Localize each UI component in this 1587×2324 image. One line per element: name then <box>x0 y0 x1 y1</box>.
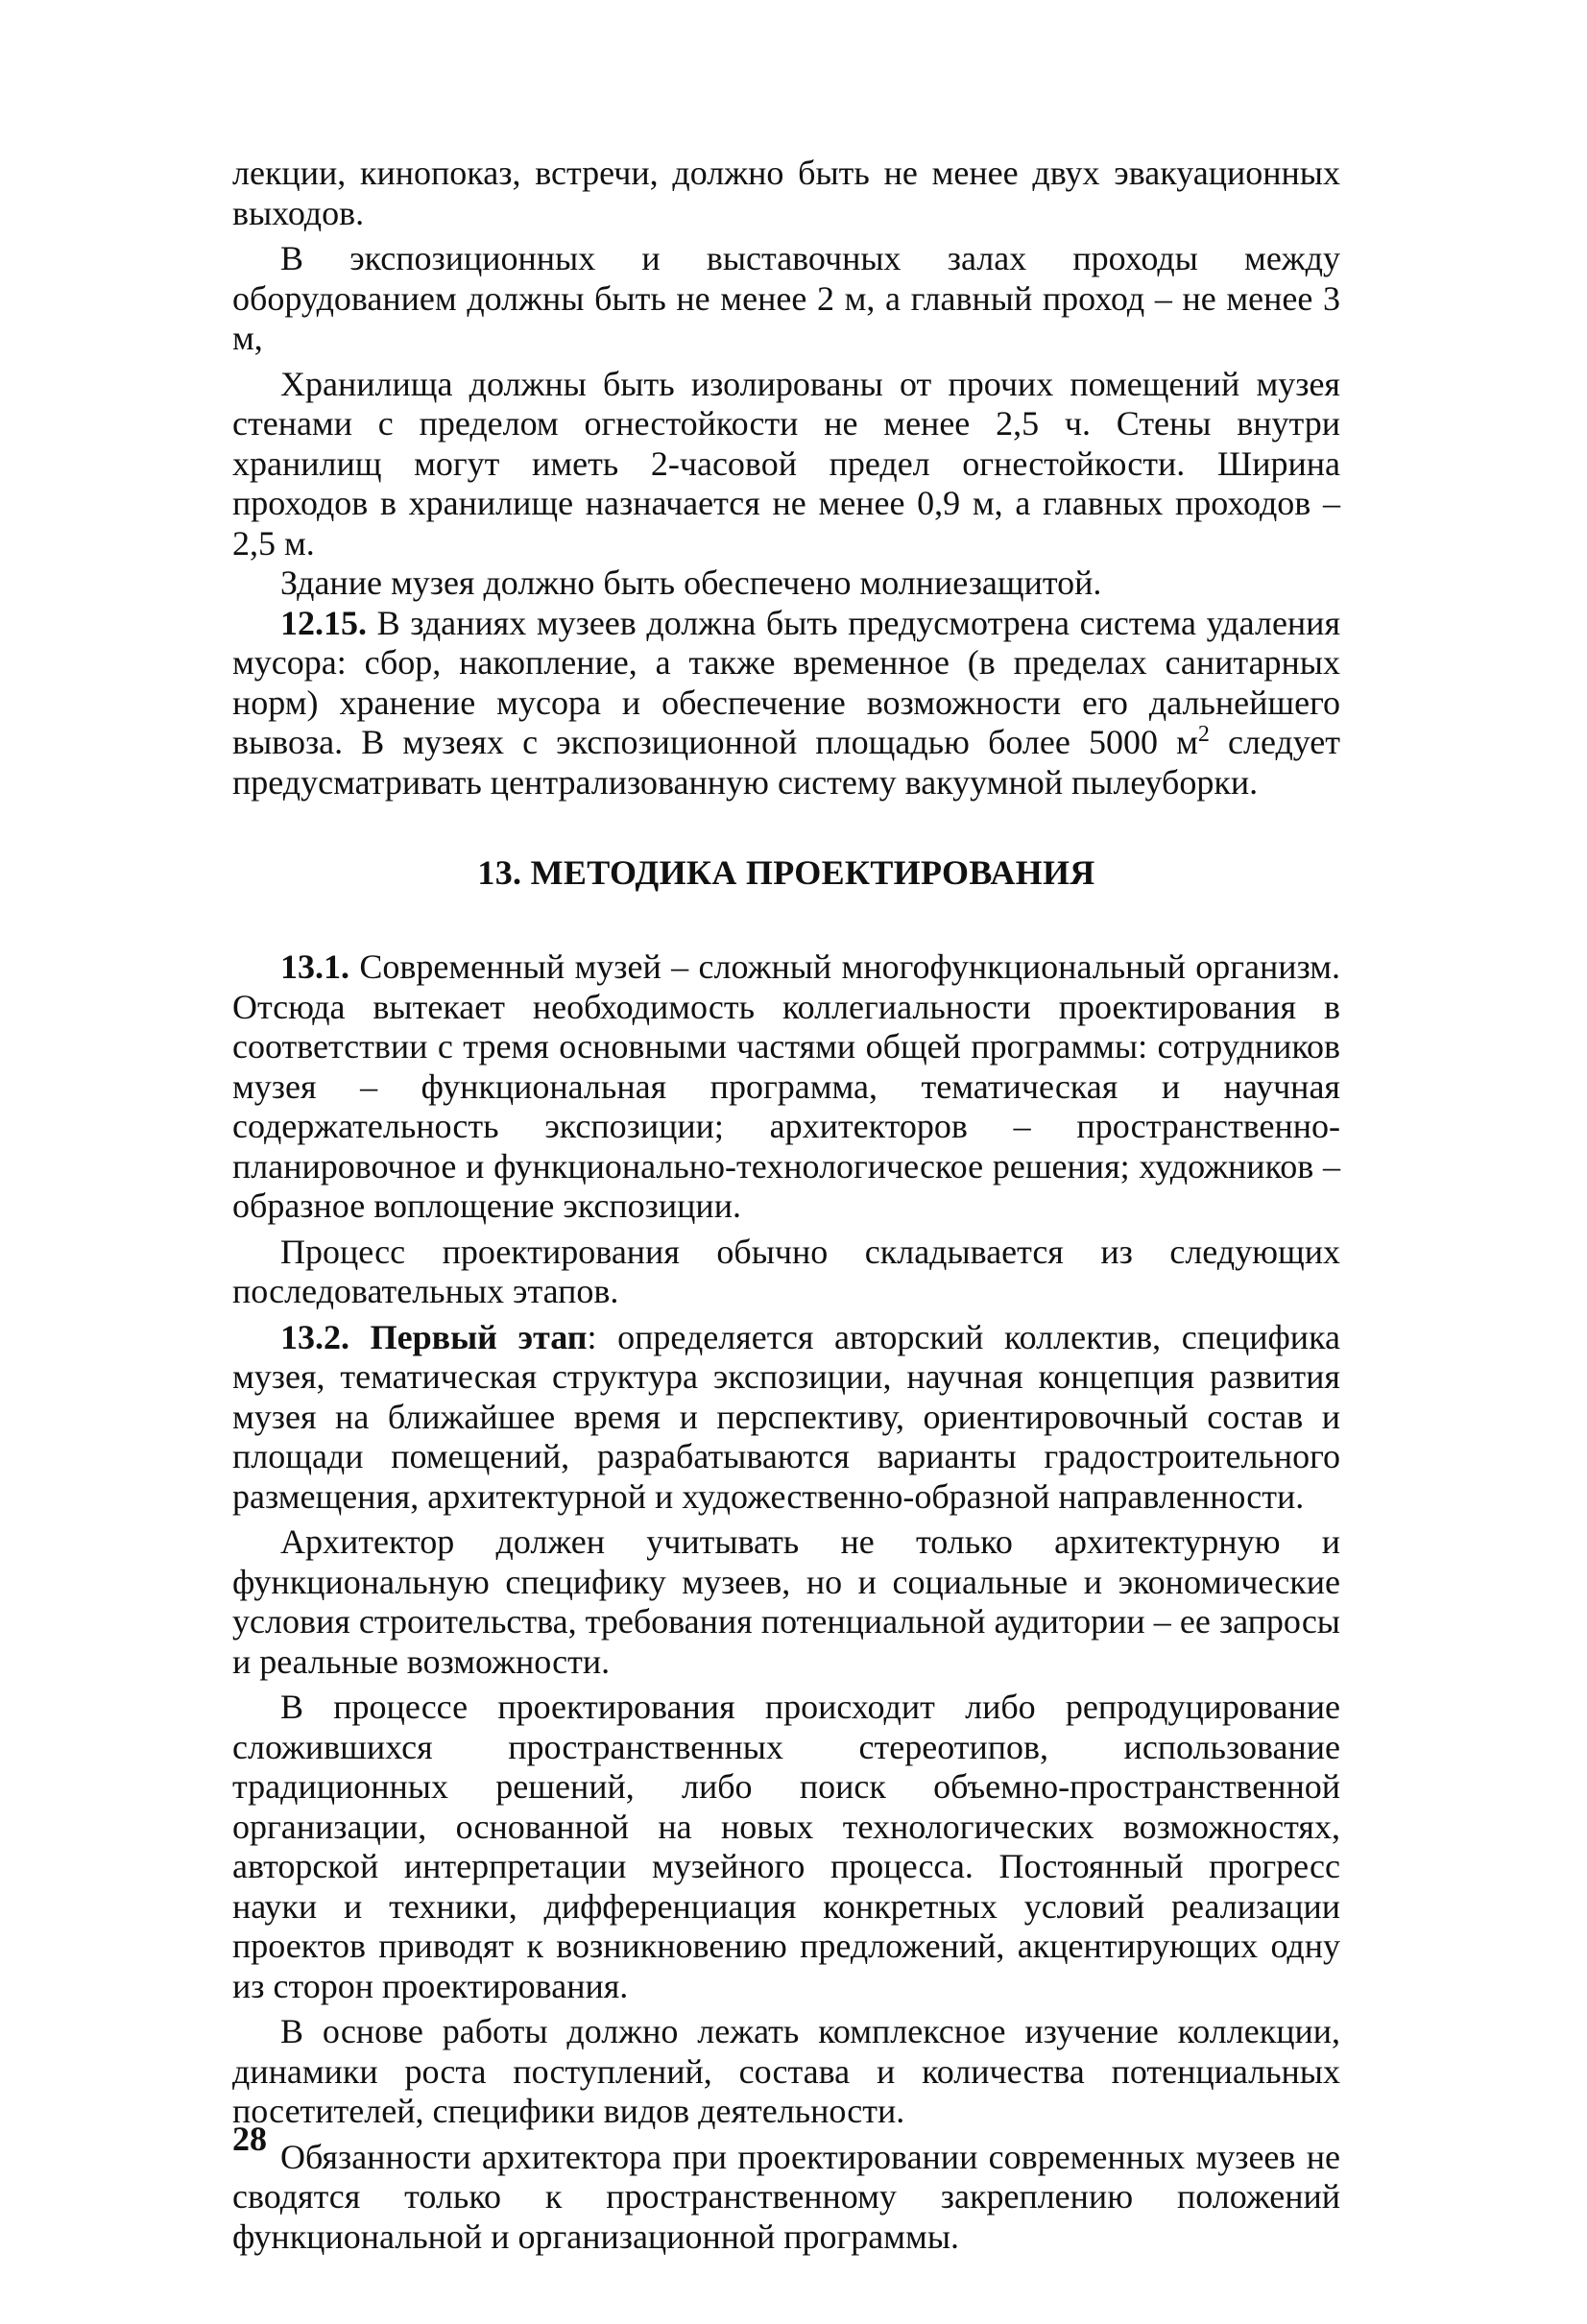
clause-text: В зданиях музеев должна быть предусмотрена система удаления мусора: сбор, накопление, а также временное (в пределах санитарных норм) хранение мусора и обеспечение возможности его дальнейшего вывоза. В музеях с экспозиционной площадью более 5000 м <box>232 603 1341 761</box>
paragraph-4: Здание музея должно быть обеспечено молниезащитой. <box>280 563 1102 602</box>
clause-text-cont: следует предусматривать централизованную систему вакуумной пылеуборки. <box>232 723 1340 802</box>
clause-number: 13.1. <box>280 947 349 986</box>
paragraph-architect: Архитектор должен учитывать не только архитектурную и функциональную специфику музеев, но и социальные и экономические условия строительства, требования потенциальной аудитории – ее запросы и реальные возможности. <box>232 1522 1340 1681</box>
clause-number: 12.15. <box>280 603 367 642</box>
bold-lead: Первый этап <box>370 1317 588 1356</box>
page-number: 28 <box>232 2120 267 2158</box>
paragraph-1: лекции, кинопоказ, встречи, должно быть не менее двух эвакуационных выходов. <box>232 154 1340 232</box>
paragraph-design-process: В процессе проектирования происходит либо репродуцирование сложившихся пространственных стереотипов, использование традиционных решений, либо поиск объемно-пространственной организации, основанной на новых технологических возможностях, авторской интерпретации музейного процесса. Постоянный прогресс науки и техники, дифференциация конкретных условий реализации проектов приводят к возникновению предложений, акцентирующих одну из сторон проектирования. <box>232 1688 1340 2005</box>
paragraph-process: Процесс проектирования обычно складывается из следующих последовательных этапов. <box>232 1232 1340 1310</box>
paragraph-duties: Обязанности архитектора при проектировании современных музеев не сводятся только к пространственному закреплению положений функциональной и организационной программы. <box>232 2137 1340 2256</box>
clause-text: Современный музей – сложный многофункциональный организм. Отсюда вытекает необходимость коллегиальности проектирования в соответствии с тремя основными частями общей программы: сотрудников музея – функциональная программа, тематическая и научная содержательность экспозиции; архитекторов – пространственно-планировочное и функционально-технологическое решения; художников – образное воплощение экспозиции. <box>232 947 1340 1225</box>
paragraph-2: В экспозиционных и выставочных залах проходы между оборудованием должны быть не менее 2 м, а главный проход – не менее 3 м, <box>232 239 1340 357</box>
section-heading: 13. МЕТОДИКА ПРОЕКТИРОВАНИЯ <box>477 853 1095 892</box>
paragraph-13-2 <box>232 1318 1340 1518</box>
superscript: 2 <box>1197 722 1210 747</box>
paragraph-3: Хранилища должны быть изолированы от прочих помещений музея стенами с пределом огнестойкости не менее 2,5 ч. Стены внутри хранилищ могут иметь 2-часовой предел огнестойкости. Ширина проходов в хранилище назначается не менее 0,9 м, а главных проходов – 2,5 м. <box>232 364 1340 563</box>
page-body <box>232 154 1340 2257</box>
paragraph-basis: В основе работы должно лежать комплексное изучение коллекции, динамики роста поступлений, состава и количества потенциальных посетителей, специфики видов деятельности. <box>232 2012 1340 2130</box>
paragraph-12-15 <box>232 604 1340 803</box>
clause-number: 13.2. <box>280 1317 349 1356</box>
clause-text: : определяется авторский коллектив, специфика музея, тематическая структура экспозиции, научная концепция развития музея на ближайшее время и перспективу, ориентировочный состав и площади помещений, разрабатываются варианты градостроительного размещения, архитектурной и художественно-образной направленности. <box>232 1317 1340 1516</box>
paragraph-13-1 <box>232 947 1340 1227</box>
